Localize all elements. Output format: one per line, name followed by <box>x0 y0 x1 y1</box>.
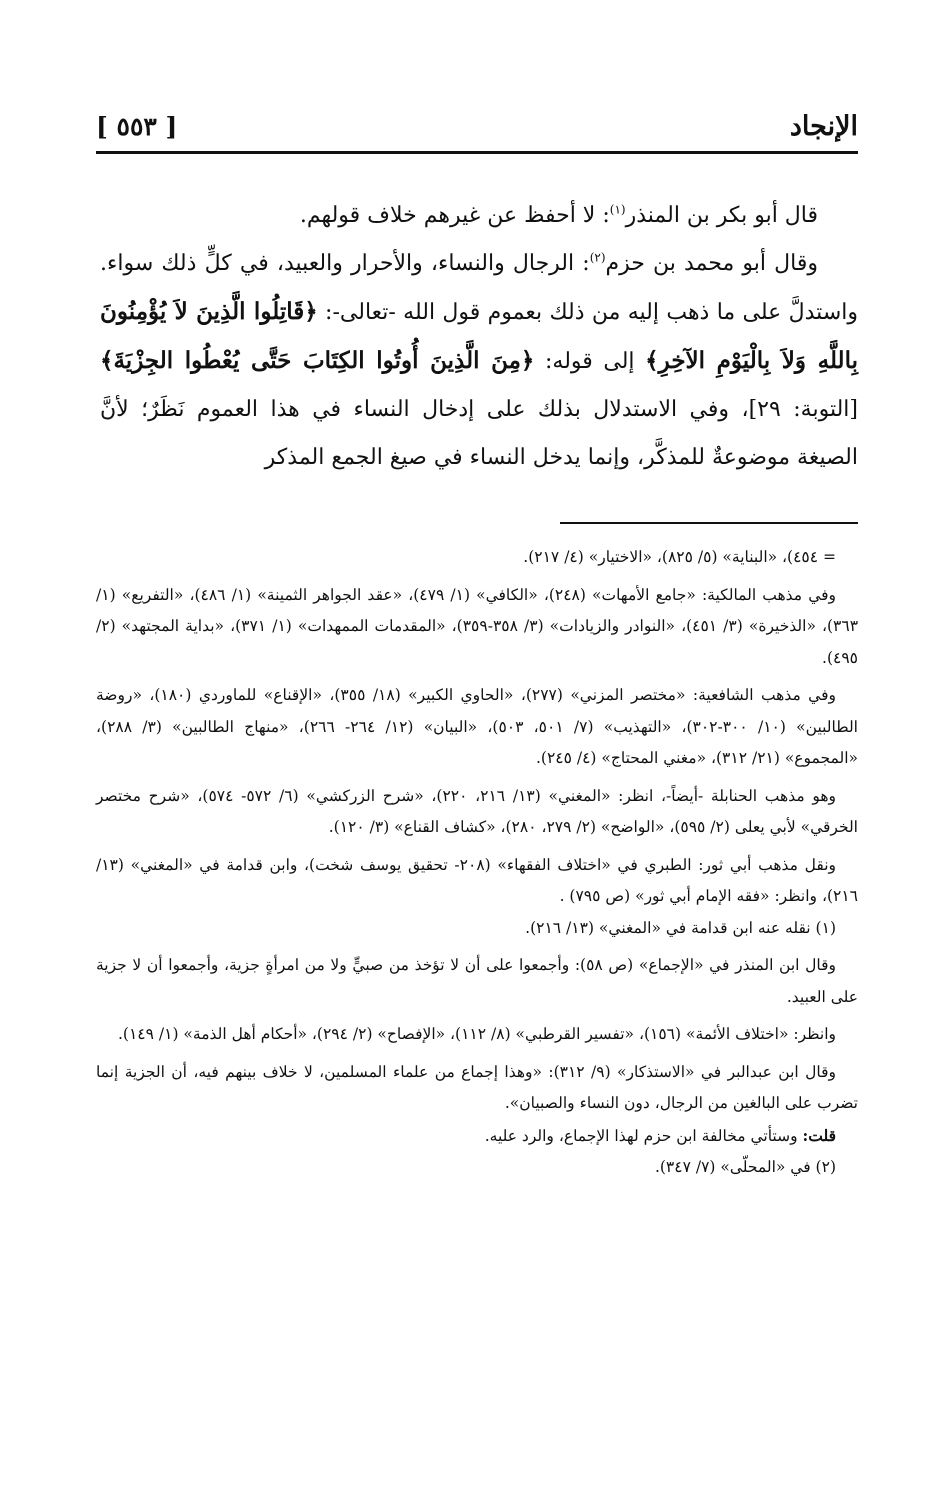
footnote-shafii: وفي مذهب الشافعية: «مختصر المزني» (٢٧٧)، «الحاوي الكبير» (١٨/ ٣٥٥)، «الإقناع» للماوردي (١٨٠)، «روضة الطالبين» (١٠/ ٣٠٠-٣٠٢)، «التهذيب» (٧/ ٥٠١، ٥٠٣)، «البيان» (١٢/ ٢٦٤- ٢٦٦)، «منهاج الطالبين» (٣/ ٢٨٨)، «المجموع» (٢١/ ٣١٢)، «مغني المحتاج» (٤/ ٢٤٥). <box>96 686 858 767</box>
footnote-note <box>96 1120 858 1153</box>
note-label: قلت: <box>802 1125 836 1145</box>
footnote-ref-1: (١) <box>609 202 626 217</box>
p2-text-d: [التوبة: ٢٩]، وفي الاستدلال بذلك على إدخال النساء في هذا العموم نَظَرٌ؛ لأنَّ الصيغة موضوعةٌ للمذكَّر، وإنما يدخل النساء في صيغ الجمع المذكر <box>100 397 858 470</box>
quran-verse-2: ﴿مِنَ الَّذِينَ أُوتُوا الكِتَابَ حَتَّى يُعْطُوا الجِزْيَةَ﴾ <box>100 347 535 374</box>
page-number: [ ٥٥٣ ] <box>96 112 178 141</box>
note-text: وستأتي مخالفة ابن حزم لهذا الإجماع، والرد عليه. <box>484 1126 803 1145</box>
paragraph-2 <box>100 240 858 482</box>
quran-verse-1: ﴿قَاتِلُوا الَّذِينَ لاَ يُؤْمِنُونَ بِاللَّهِ وَلاَ بِالْيَوْمِ الآخِرِ﴾ <box>100 298 858 374</box>
footnote-2: (٢) في «المحلّى» (٧/ ٣٤٧). <box>654 1158 836 1176</box>
p2-text-a: وقال أبو محمد بن حزم <box>605 251 819 276</box>
p1-text-a: قال أبو بكر بن المنذر <box>625 203 818 228</box>
p2-text-c: إلى قوله: <box>534 349 646 374</box>
footnotes <box>96 542 858 1184</box>
footnote-ibn-mundhir: وقال ابن المنذر في «الإجماع» (ص ٥٨): وأجمعوا على أن لا تؤخذ من صبيٍّ ولا من امرأةٍ جزية، وأجمعوا أن لا جزية على العبيد. <box>96 956 858 1006</box>
footnote-hanbali: وهو مذهب الحنابلة -أيضاً-، انظر: «المغني» (١٣/ ٢١٦، ٢٢٠)، «شرح الزركشي» (٦/ ٥٧٢- ٥٧٤)، «شرح مختصر الخرقي» لأبي يعلى (٢/ ٥٩٥)، «الواضح» (٢/ ٢٧٩، ٢٨٠)، «كشاف القناع» (٣/ ١٢٠). <box>96 786 858 836</box>
header-rule <box>96 151 858 154</box>
footnote-ref-2: (٢) <box>589 250 606 265</box>
footnote-continuation: = ٤٥٤)، «البناية» (٥/ ٨٢٥)، «الاختيار» (٤/ ٢١٧). <box>523 548 836 566</box>
footnote-maliki: وفي مذهب المالكية: «جامع الأمهات» (٢٤٨)، «الكافي» (١/ ٤٧٩)، «عقد الجواهر الثمينة» (١/ ٤٨٦)، «التفريع» (١/ ٣٦٣)، «الذخيرة» (٣/ ٤٥١)، «النوادر والزيادات» (٣/ ٣٥٨-٣٥٩)، «المقدمات الممهدات» (١/ ٣٧١)، «بداية المجتهد» (٢/ ٤٩٥). <box>96 585 859 667</box>
footnote-see-also: وانظر: «اختلاف الأئمة» (١٥٦)، «تفسير القرطبي» (٨/ ١١٢)، «الإفصاح» (٢/ ٢٩٤)، «أحكام أهل الذمة» (١/ ١٤٩). <box>117 1025 836 1043</box>
p1-text-b: : لا أحفظ عن غيرهم خلاف قولهم. <box>299 203 610 228</box>
chapter-title: الإنجاد <box>789 111 858 142</box>
footnote-abu-thawr: ونقل مذهب أبي ثور: الطبري في «اختلاف الفقهاء» (٢٠٨- تحقيق يوسف شخت)، وابن قدامة في «المغني» (١٣/ ٢١٦)، وانظر: «فقه الإمام أبي ثور» (ص ٧٩٥) . <box>96 855 858 905</box>
running-header <box>96 104 858 150</box>
footnote-separator <box>560 522 858 524</box>
footnote-1: (١) نقله عنه ابن قدامة في «المغني» (١٣/ ٢١٦). <box>525 918 836 937</box>
footnote-ibn-abdulbarr: وقال ابن عبدالبر في «الاستذكار» (٩/ ٣١٢): «وهذا إجماع من علماء المسلمين، لا خلاف بينهم فيه، أن الجزية إنما تضرب على البالغين من الرجال، دون النساء والصبيان». <box>96 1062 858 1112</box>
p2-text-b: : الرجال والنساء، والأحرار والعبيد، في كلٍّ ذلك سواء. واستدلَّ على ما ذهب إليه من ذلك بعموم قول الله -تعالى-: <box>100 251 858 325</box>
main-text <box>100 192 858 482</box>
paragraph-1 <box>100 192 858 240</box>
